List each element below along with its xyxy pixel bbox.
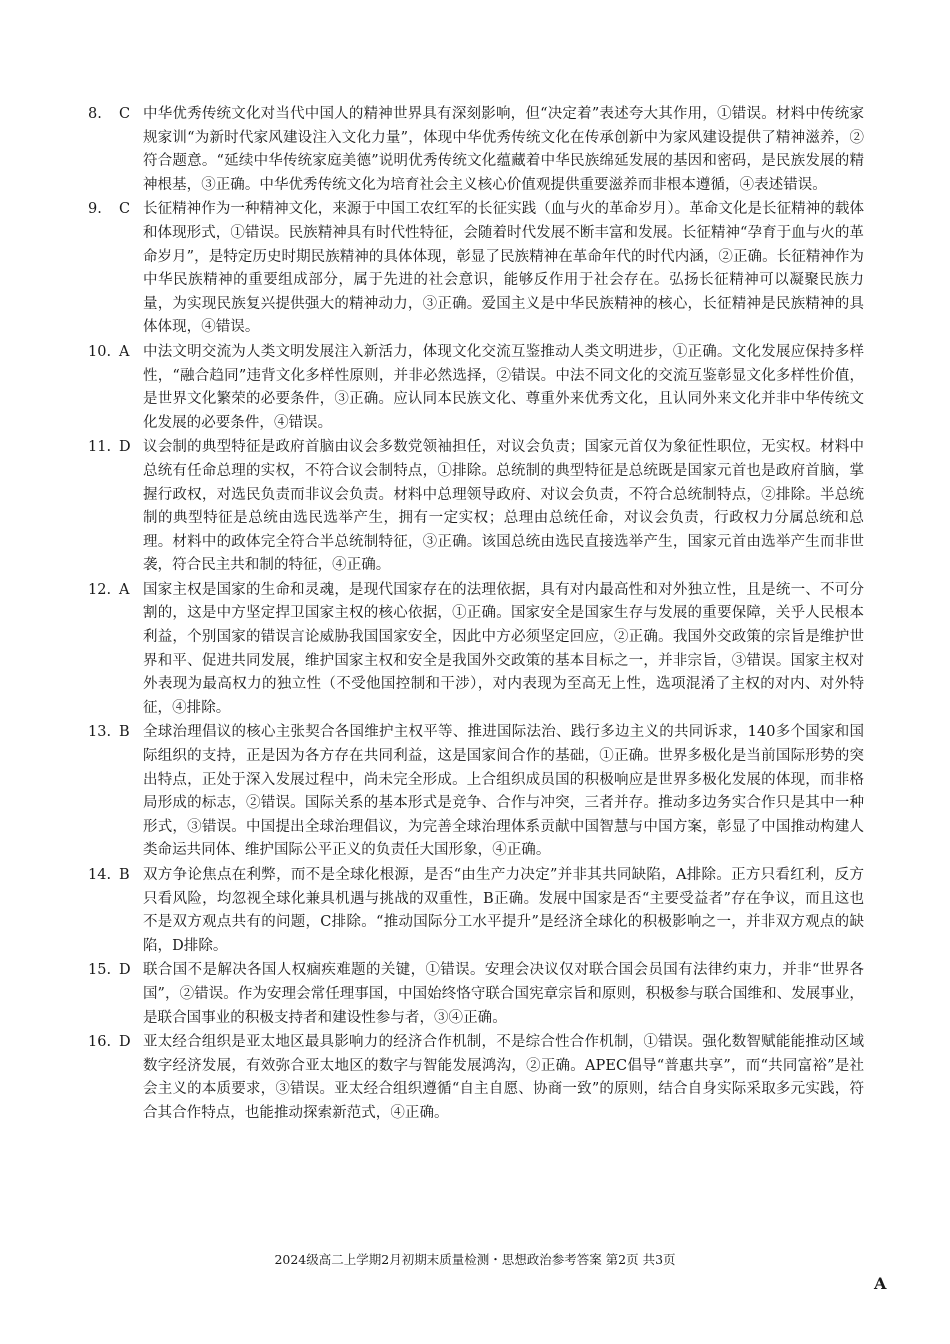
page-footer: 2024级高二上学期2月初期末质量检测・思想政治参考答案 第2页 共3页 [274,1252,676,1267]
question-number: 10. [88,343,112,360]
question-number: 11. [88,439,112,456]
question-number: 16. [88,1034,112,1051]
explanation-text: 双方争论焦点在利弊，而不是全球化根源，是否“由生产力决定”并非其共同缺陷，A排除。正方只看红利，反方只看风险，均忽视全球化兼具机遇与挑战的双重性，B正确。发展中国家是否“主要受益者”存在争议，而且这也不是双方观点共有的问题，C排除。“推动国际分工水平提升”是经济全球化的积极影响之一，并非双方观点的缺陷，D排除。 [143,867,864,954]
question-number: 12. [88,581,112,598]
explanation-text: 中法文明交流为人类文明发展注入新活力，体现文化交流互鉴推动人类文明进步，①正确。文化发展应保持多样性，“融合趋同”违背文化多样性原则，并非必然选择，②错误。中法不同文化的交流互鉴彰显文化多样性价值，是世界文化繁荣的必要条件，③正确。应认同本民族文化、尊重外来优秀文化，且认同外来文化并非中华传统文化发展的必要条件，④错误。 [143,343,864,431]
answer-choice: C [119,106,131,122]
answer-item [88,103,864,197]
answer-choice: B [119,867,130,883]
explanation-text: 全球治理倡议的核心主张契合各国维护主权平等、推进国际法治、践行多边主义的共同诉求，140多个国家和国际组织的支持，正是因为各方存在共同利益，这是国家间合作的基础，①正确。世界多极化是当前国际形势的突出特点，正处于深入发展过程中，尚未完全形成。上合组织成员国的积极响应是世界多极化发展的体现，而非格局形成的标志，②错误。国际关系的基本形式是竞争、合作与冲突，三者并存。推动多边务实合作只是其中一种形式，③错误。中国提出全球治理倡议，为完善全球治理体系贡献中国智慧与中国方案，彰显了中国推动构建人类命运共同体、维护国际公平正义的负责任大国形象，④正确。 [143,724,864,859]
answer-item [88,1031,864,1125]
answer-item [88,864,864,958]
answer-item [88,198,864,340]
question-number: 14. [88,867,112,883]
explanation-text: 国家主权是国家的生命和灵魂，是现代国家存在的法理依据，具有对内最高性和对外独立性，且是统一、不可分割的，这是中方坚定捍卫国家主权的核心依据，①正确。国家安全是国家生存与发展的重要保障，关乎人民根本利益，个别国家的错误言论威胁我国国家安全，因此中方必须坚定回应，②正确。我国外交政策的宗旨是维护世界和平、促进共同发展，维护国家主权和安全是我国外交政策的基本目标之一，并非宗旨，③错误。国家主权对外表现为最高权力的独立性（不受他国控制和干涉），对内表现为至高无上性，选项混淆了主权的对内、对外特征，④排除。 [143,581,864,716]
answer-list [88,103,864,1127]
explanation-text: 联合国不是解决各国人权痼疾难题的关键，①错误。安理会决议仅对联合国会员国有法律约束力，并非“世界各国”，②错误。作为安理会常任理事国，中国始终恪守联合国宪章宗旨和原则，积极参与联合国维和、发展事业，是联合国事业的积极支持者和建设性参与者，③④正确。 [143,962,864,1026]
version-mark: A [874,1274,887,1293]
answer-item [88,341,864,435]
explanation-text: 中华优秀传统文化对当代中国人的精神世界具有深刻影响，但“决定着”表述夸大其作用，①错误。材料中传统家规家训“为新时代家风建设注入文化力量”，体现中华优秀传统文化在传承创新中为家风建设提供了精神滋养，②符合题意。“延续中华传统家庭美德”说明优秀传统文化蕴藏着中华民族绵延发展的基因和密码，是民族发展的精神根基，③正确。中华优秀传统文化为培育社会主义核心价值观提供重要滋养而非根本遵循，④表述错误。 [143,106,864,193]
explanation-text: 长征精神作为一种精神文化，来源于中国工农红军的长征实践（血与火的革命岁月）。革命文化是长征精神的载体和体现形式，①错误。民族精神具有时代性特征，会随着时代发展不断丰富和发展。长征精神“孕育于血与火的革命岁月”，是特定历史时期民族精神的具体体现，彰显了民族精神在革命年代的时代内涵，②正确。长征精神作为中华民族精神的重要组成部分，属于先进的社会意识，能够反作用于社会存在。弘扬长征精神可以凝聚民族力量，为实现民族复兴提供强大的精神动力，③正确。爱国主义是中华民族精神的核心，长征精神是民族精神的具体体现，④错误。 [143,201,864,336]
question-number: 9. [88,201,102,218]
explanation-text: 议会制的典型特征是政府首脑由议会多数党领袖担任，对议会负责；国家元首仅为象征性职位，无实权。材料中总统有任命总理的实权，不符合议会制特点，①排除。总统制的典型特征是总统既是国家元首也是政府首脑，掌握行政权，对选民负责而非议会负责。材料中总理领导政府、对议会负责，不符合总统制特点，②排除。半总统制的典型特征是总统由选民选举产生，拥有一定实权；总理由总统任命，对议会负责，行政权力分属总统和总理。材料中的政体完全符合半总统制特征，③正确。该国总统由选民直接选举产生，国家元首由选举产生而非世袭，符合民主共和制的特征，④正确。 [143,439,864,574]
explanation-text: 亚太经合组织是亚太地区最具影响力的经济合作机制，不是综合性合作机制，①错误。强化数智赋能能推动区域数字经济发展，有效弥合亚太地区的数字与智能发展鸿沟，②正确。APEC倡导“普惠共享”，而“共同富裕”是社会主义的本质要求，③错误。亚太经合组织遵循“自主自愿、协商一致”的原则，结合自身实际采取多元实践，符合其合作特点，也能推动探索新范式，④正确。 [143,1034,864,1121]
question-number: 15. [88,962,112,979]
answer-item [88,721,864,863]
answer-choice: A [119,343,130,360]
answer-item [88,579,864,721]
answer-choice: D [119,1034,131,1051]
answer-choice: D [119,439,131,456]
question-number: 8. [88,106,102,122]
question-number: 13. [88,724,112,741]
answer-item [88,436,864,578]
answer-choice: D [119,962,131,979]
answer-choice: A [119,581,130,598]
answer-choice: B [119,724,130,741]
answer-item [88,959,864,1030]
answer-choice: C [119,201,131,218]
